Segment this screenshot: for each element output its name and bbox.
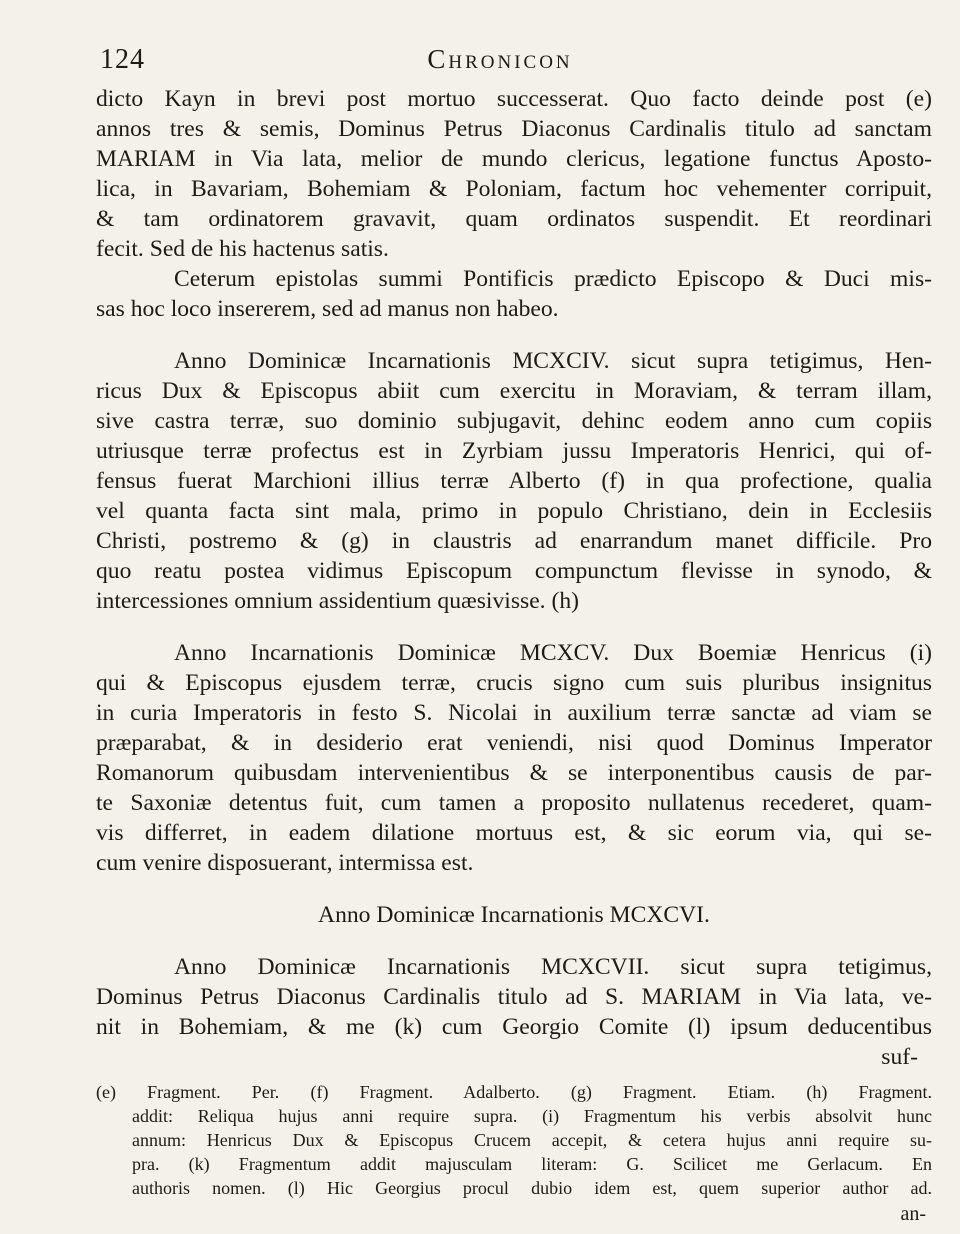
text-line: ricus Dux & Episcopus abiit cum exercitu in Moraviam, & terram illam, xyxy=(96,378,932,404)
page-header xyxy=(100,44,900,84)
paragraph xyxy=(96,346,932,616)
paragraph xyxy=(96,638,932,878)
text-line: præparabat, & in desiderio erat veniendi, nisi quod Dominus Imperator xyxy=(96,730,932,756)
text-line: fecit. Sed de his hactenus satis. xyxy=(96,236,389,262)
text-line: fensus fuerat Marchioni illius terræ Alberto (f) in qua profectione, qualia xyxy=(96,468,932,494)
text-line: intercessiones omnium assidentium quæsivisse. (h) xyxy=(96,588,579,614)
text-line: annos tres & semis, Dominus Petrus Diaconus Cardinalis titulo ad sanctam xyxy=(96,116,932,142)
text-line: Anno Incarnationis Dominicæ MCXCV. Dux Boemiæ Henricus (i) xyxy=(174,640,932,666)
text-line: vel quanta facta sint mala, primo in populo Christiano, dein in Ecclesiis xyxy=(96,498,932,524)
text-line: Dominus Petrus Diaconus Cardinalis titulo ad S. MARIAM in Via lata, ve- xyxy=(96,984,932,1010)
footnote-line: authoris nomen. (l) Hic Georgius procul dubio idem est, quem superior author ad. xyxy=(132,1178,932,1198)
paragraph xyxy=(96,84,932,264)
text-line: te Saxoniæ detentus fuit, cum tamen a proposito nullatenus recederet, quam- xyxy=(96,790,932,816)
text-line: Christi, postremo & (g) in claustris ad enarrandum manet difficile. Pro xyxy=(96,528,932,554)
footnotes xyxy=(96,1080,932,1200)
footnote-line: (e) Fragment. Per. (f) Fragment. Adalberto. (g) Fragment. Etiam. (h) Fragment. xyxy=(96,1082,932,1102)
text-line: lica, in Bavariam, Bohemiam & Poloniam, factum hoc vehementer corripuit, xyxy=(96,176,932,202)
page-number: 124 xyxy=(100,44,145,75)
text-line: & tam ordinatorem gravavit, quam ordinatos suspendit. Et reordinari xyxy=(96,206,932,232)
footnote-line: addit: Reliqua hujus anni require supra. (i) Fragmentum his verbis absolvit hunc xyxy=(132,1106,932,1126)
text-line: utriusque terræ profectus est in Zyrbiam jussu Imperatoris Henrici, qui of- xyxy=(96,438,932,464)
text-line: Anno Dominicæ Incarnationis MCXCVII. sicut supra tetigimus, xyxy=(174,954,932,980)
footnote-catchword: an- xyxy=(900,1203,926,1225)
paragraph xyxy=(96,952,932,1042)
text-line: Anno Dominicæ Incarnationis MCXCIV. sicut supra tetigimus, Hen- xyxy=(174,348,932,374)
text-line: MARIAM in Via lata, melior de mundo clericus, legatione functus Aposto- xyxy=(96,146,932,172)
footnote-line: annum: Henricus Dux & Episcopus Crucem accepit, & cetera hujus anni require su- xyxy=(132,1130,932,1150)
paragraph xyxy=(96,264,932,324)
text-body xyxy=(96,84,932,1228)
text-line: sive castra terræ, suo dominio subjugavit, dehinc eodem anno cum copiis xyxy=(96,408,932,434)
text-line: cum venire disposuerant, intermissa est. xyxy=(96,850,474,876)
text-line: sas hoc loco insererem, sed ad manus non habeo. xyxy=(96,296,559,322)
text-line: Ceterum epistolas summi Pontificis prædicto Episcopo & Duci mis- xyxy=(174,266,932,292)
text-line: quo reatu postea vidimus Episcopum compunctum flevisse in synodo, & xyxy=(96,558,932,584)
text-line: dicto Kayn in brevi post mortuo successerat. Quo facto deinde post (e) xyxy=(96,86,932,112)
year-heading: Anno Dominicæ Incarnationis MCXCVI. xyxy=(318,902,710,928)
footnote-line: pra. (k) Fragmentum addit majusculam literam: G. Scilicet me Gerlacum. En xyxy=(132,1154,932,1174)
text-line: vis differret, in eadem dilatione mortuus est, & sic eorum via, qui se- xyxy=(96,820,932,846)
text-line: in curia Imperatoris in festo S. Nicolai in auxilium terræ sanctæ ad viam se xyxy=(96,700,932,726)
text-line: qui & Episcopus ejusdem terræ, crucis signo cum suis pluribus insignitus xyxy=(96,670,932,696)
running-title: Chronicon xyxy=(427,44,573,74)
text-line: Romanorum quibusdam intervenientibus & se interponentibus causis de par- xyxy=(96,760,932,786)
text-line: nit in Bohemiam, & me (k) cum Georgio Comite (l) ipsum deducentibus xyxy=(96,1014,932,1040)
catchword: suf- xyxy=(881,1044,918,1070)
